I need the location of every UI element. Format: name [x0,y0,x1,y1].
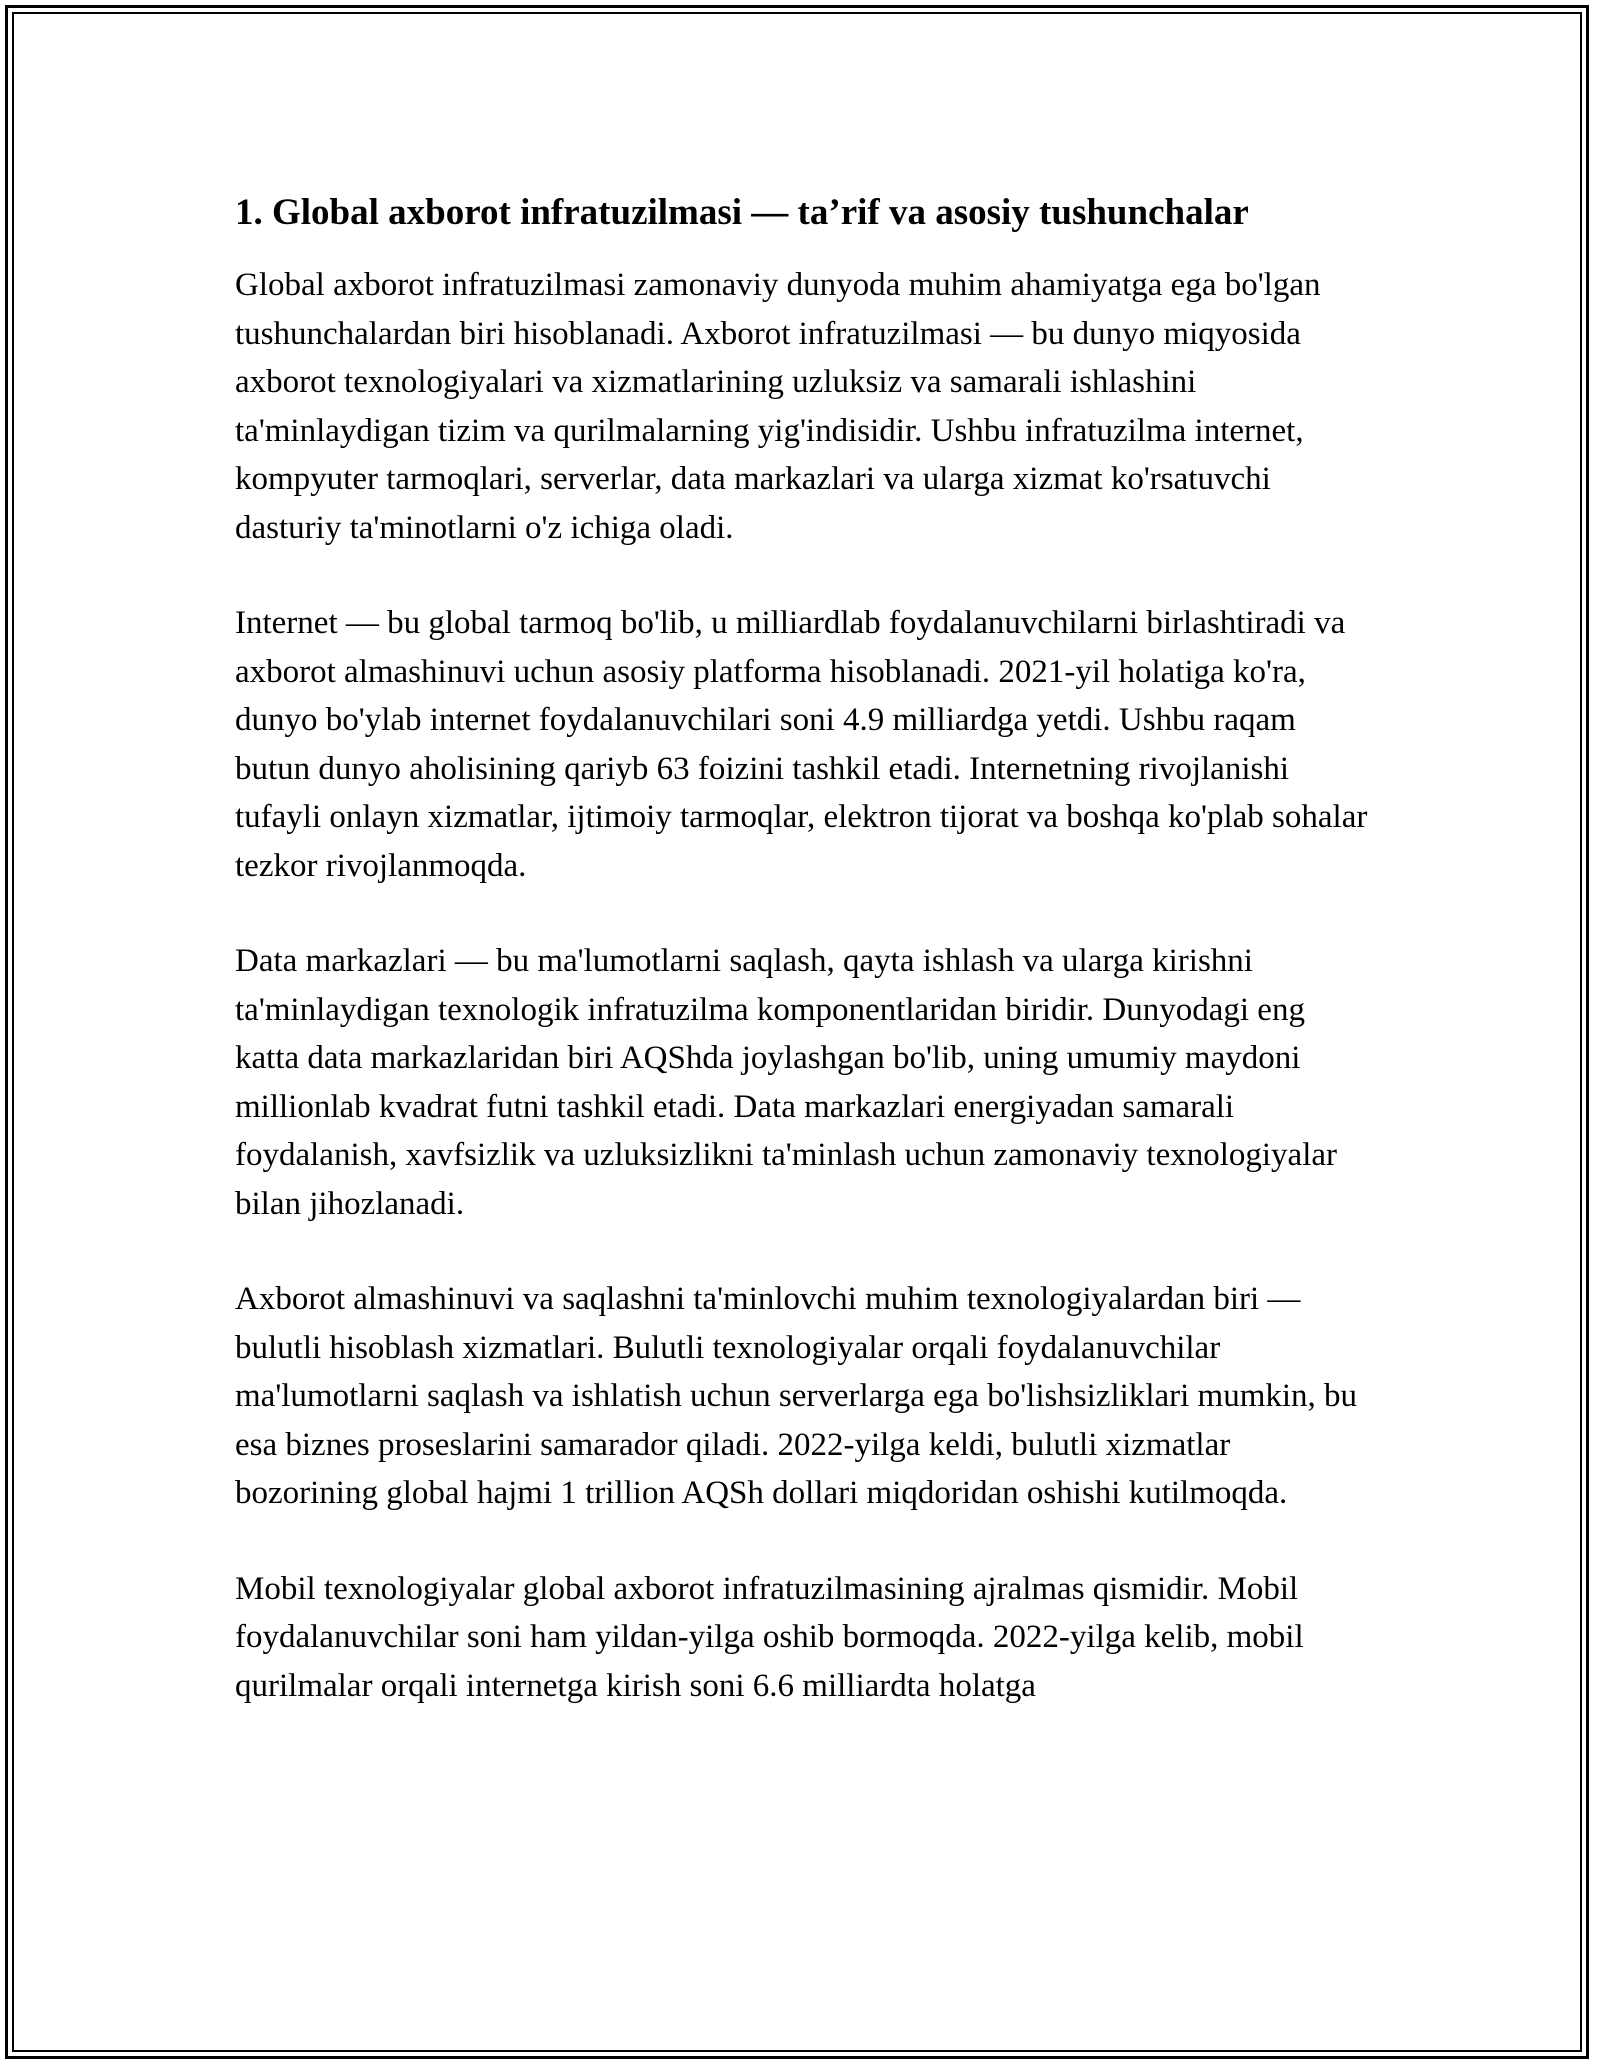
paragraph-internet: Internet — bu global tarmoq bo'lib, u milliardlab foydalanuvchilarni birlashtiradi va axborot almashinuvi uchun asosiy platforma hisoblanadi. 2021-yil holatiga ko'ra, dunyo bo'ylab internet foydalanuvchilari soni 4.9 milliardga yetdi. Ushbu raqam butun dunyo aholisining qariyb 63 foizini tashkil etadi. Internetning rivojlanishi tufayli onlayn xizmatlar, ijtimoiy tarmoqlar, elektron tijorat va boshqa ko'plab sohalar tezkor rivojlanmoqda. [235,605,1368,884]
paragraph-infrastructure-definition: Global axborot infratuzilmasi zamonaviy dunyoda muhim ahamiyatga ega bo'lgan tushunchalardan biri hisoblanadi. Axborot infratuzilmasi — bu dunyo miqyosida axborot texnologiyalari va xizmatlarining uzluksiz va samarali ishlashini ta'minlaydigan tizim va qurilmalarning yig'indisidir. Ushbu infratuzilma internet, kompyuter tarmoqlari, serverlar, data markazlari va ularga xizmat ko'rsatuvchi dasturiy ta'minotlarni o'z ichiga oladi. [235,267,1321,546]
paragraph-data-centers: Data markazlari — bu ma'lumotlarni saqlash, qayta ishlash va ularga kirishni ta'minlaydigan texnologik infratuzilma komponentlaridan biridir. Dunyodagi eng katta data markazlaridan biri AQShda joylashgan bo'lib, uning umumiy maydoni millionlab kvadrat futni tashkil etadi. Data markazlari energiyadan samarali foydalanish, xavfsizlik va uzluksizlikni ta'minlash uchun zamonaviy texnologiyalar bilan jihozlanadi. [235,943,1338,1222]
document-body [235,185,1370,1757]
section-heading: 1. Global axborot infratuzilmasi — ta’rif va asosiy tushunchalar [235,192,1249,233]
paragraph-mobile-technologies: Mobil texnologiyalar global axborot infratuzilmasining ajralmas qismidir. Mobil foydalanuvchilar soni ham yildan-yilga oshib bormoqda. 2022-yilga kelib, mobil qurilmalar orqali internetga kirish soni 6.6 milliardta holatga [235,1570,1304,1704]
paragraph-cloud-computing: Axborot almashinuvi va saqlashni ta'minlovchi muhim texnologiyalardan biri — bulutli hisoblash xizmatlari. Bulutli texnologiyalar orqali foydalanuvchilar ma'lumotlarni saqlash va ishlatish uchun serverlarga ega bo'lishsizliklari mumkin, bu esa biznes proseslarini samarador qiladi. 2022-yilga keldi, bulutli xizmatlar bozorining global hajmi 1 trillion AQSh dollari miqdoridan oshishi kutilmoqda. [235,1281,1358,1511]
